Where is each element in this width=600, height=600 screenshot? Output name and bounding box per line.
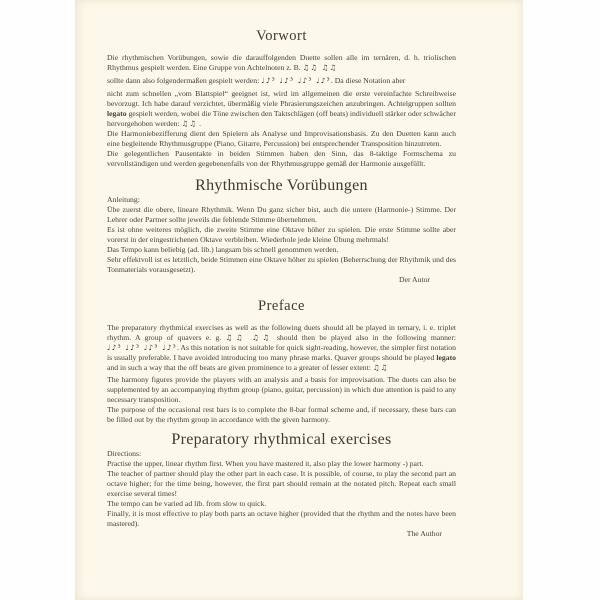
paragraph-text: . As this notation is not suitable for quick sight-reading, however, the simpler first notation is usually preferable. I have avoided introducing too many phrase marks. Quaver groups should be played <box>107 343 456 362</box>
paragraph-text: The preparatory rhythmical exercises as well as the following duets should all be played in ternary, i. e. triplet rhythm. A group of quavers e. g. <box>107 323 456 342</box>
preface-paragraph-3: The purpose of the occasional rest bars is to complete the 8-bar formal scheme and, if necessary, these bars can be filled out by the rhythm group in accordance with the given harmony. <box>107 405 456 424</box>
legato-term: legato <box>107 109 127 118</box>
german-author-signature: Der Autor <box>399 275 430 284</box>
preparatory-paragraph-3: The tempo can be varied ad lib. from slow to quick. <box>107 499 267 508</box>
paragraph-text: Die rhythmischen Vorübungen, sowie die darauffolgenden Duette sollen alle im ternären, d. h. triolischen Rhythmus gespielt werden. Eine Gruppe von Achtelnoten z. B. <box>107 53 456 72</box>
paragraph-text: sollte dann also folgendermaßen gespielt werden: <box>107 76 260 85</box>
paragraph-text: . <box>199 119 202 128</box>
offbeat-accent-notation: ♫♫ <box>181 119 198 128</box>
triplet-pattern-notation: ♩♪³ ♩♪³ ♩♪³ ♩♪³ <box>261 76 331 85</box>
preparatory-paragraph-4: Finally, it is most effective to play both parts an octave higher (provided that the rhythm and the notes have been mastered). <box>107 509 456 528</box>
preface-paragraph-1 <box>107 323 456 373</box>
vorwort-paragraph-2 <box>107 76 456 86</box>
directions-label: Directions: <box>107 449 142 458</box>
paragraph-text: gespielt werden, wobei die Töne zwischen den Taktschlägen (off beats) individuell stärker oder schwächer hervorgehoben werden: <box>107 109 456 128</box>
english-author-signature: The Author <box>406 529 442 538</box>
legato-term: legato <box>436 353 457 362</box>
rhythmische-paragraph-1: Übe zuerst die obere, lineare Rhythmik. Wenn Du ganz sicher bist, auch die untere (Harmonie-) Stimme. Der Lehrer oder Partner sollte jeweils die fehlende Stimme übernehmen. <box>107 205 456 224</box>
offbeat-accent-notation: ♫♫ <box>372 363 389 372</box>
rhythmische-paragraph-4: Sehr effektvoll ist es letztlich, beide Stimmen eine Oktave höher zu spielen (Beherrschung der Rhythmik und des Tonmaterials vorausgesetzt). <box>107 255 456 274</box>
eighth-note-group-notation: ♫♫ ♫♫ <box>302 63 338 72</box>
vorwort-heading: Vorwort <box>256 28 307 44</box>
vorwort-paragraph-3 <box>107 89 456 129</box>
anleitung-label: Anleitung: <box>107 195 140 204</box>
paragraph-text: nicht zum schnellen „vom Blattspiel“ geeignet ist, wird im allgemeinen die erste vereinfachte Schreibweise bevorzugt. Ich habe darauf verzichtet, übermäßig viele Phrasierungszeichen anzubringen. Achtelgruppen sollten <box>107 89 456 108</box>
preface-heading: Preface <box>258 298 305 314</box>
preface-paragraph-2: The harmony figures provide the players with an analysis and a basis for improvisation. The duets can also be supplemented by an accompanying rhythm group (piano, guitar, percussion) in which due attention is paid to any necessary transposition. <box>107 375 456 404</box>
paragraph-text: and in such a way that the off beats are given prominence to a greater of lesser extent: <box>107 363 371 372</box>
preparatory-paragraph-2: The teacher of partner should play the other part in each case. It is possible, of course, to play the second part an octave higher; for the time being, however, the first part should remain at the notated pitch. Repeat each small exercise several times! <box>107 469 456 498</box>
eighth-note-group-notation: ♫♫ ♫♫ <box>225 333 273 342</box>
triplet-pattern-notation: ♩♪³ ♩♪³ ♩♪³ ♩♪³ <box>107 343 177 352</box>
preparatory-exercises-heading: Preparatory rhythmical exercises <box>171 431 392 448</box>
vorwort-paragraph-5: Die gelegentlichen Pausentakte in beiden Stimmen haben den Sinn, das 8-taktige Formschema zu vervollständigen und werden gegebenenfalls von der Rhythmusgruppe gemäß der Harmonie ausgefüllt. <box>107 149 456 168</box>
scanned-book-page <box>75 0 523 600</box>
paragraph-text: . Da diese Notation aber <box>330 76 406 85</box>
rhythmische-paragraph-2: Es ist ohne weiteres möglich, die zweite Stimme eine Oktave höher zu spielen. Die erste Stimme sollte aber vorerst in der eingestrichenen Oktave verbleiben. Wiederhole jede kleine Übung mehrmals! <box>107 225 456 244</box>
preparatory-paragraph-1: Practise the upper, linear rhythm first. When you have mastered it, also play the lower harmony -) part. <box>107 459 424 468</box>
rhythmische-voruebungen-heading: Rhythmische Vorübungen <box>195 177 368 194</box>
vorwort-paragraph-4: Die Harmoniebezifferung dient den Spielern als Analyse und Improvisationsbasis. Zu den Duetten kann auch eine begleitende Rhythmusgruppe (Piano, Gitarre, Percussion) bei entsprechender Transposition hinzutreten. <box>107 129 456 148</box>
rhythmische-paragraph-3: Das Tempo kann beliebig (ad. lib.) langsam bis schnell genommen werden. <box>107 245 339 254</box>
vorwort-paragraph-1 <box>107 53 456 73</box>
paragraph-text: should then be played also in the following manner: <box>276 333 457 342</box>
